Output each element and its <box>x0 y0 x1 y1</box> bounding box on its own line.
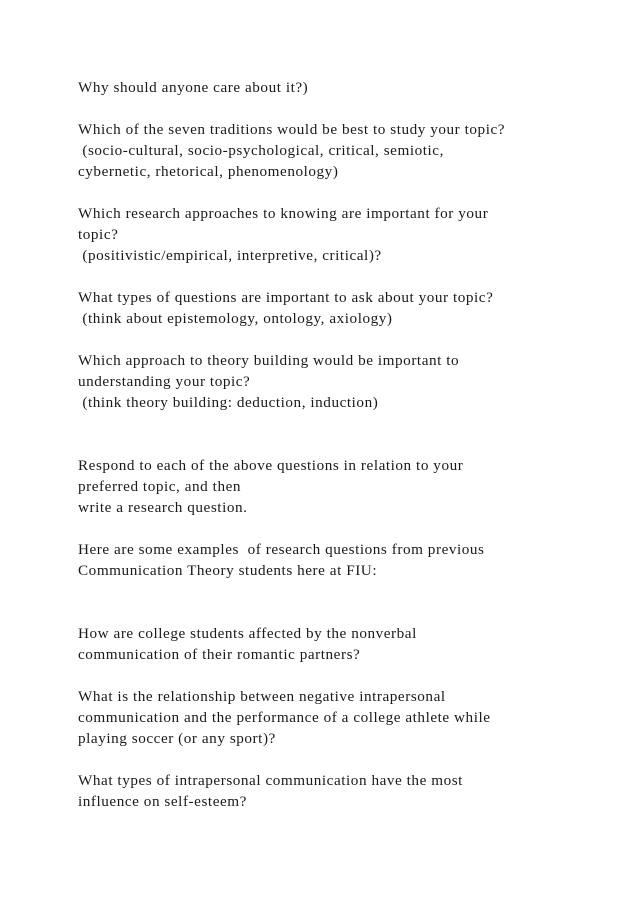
text-line: (think theory building: deduction, induction) <box>78 394 379 411</box>
paragraph-seven-traditions <box>78 119 618 182</box>
text-line: Which of the seven traditions would be best to study your topic? <box>78 121 506 138</box>
text-line: preferred topic, and then <box>78 478 242 495</box>
paragraph-example-nonverbal <box>78 623 618 665</box>
text-line: Here are some examples of research questions from previous <box>78 541 485 558</box>
paragraph-types-of-questions <box>78 287 618 329</box>
text-line: (think about epistemology, ontology, axiology) <box>78 310 393 327</box>
text-line: communication and the performance of a college athlete while <box>78 709 491 726</box>
text-line: (positivistic/empirical, interpretive, critical)? <box>78 247 382 264</box>
text-line: understanding your topic? <box>78 373 251 390</box>
text-line: Communication Theory students here at FIU: <box>78 562 378 579</box>
text-line: write a research question. <box>78 499 248 516</box>
paragraph-theory-building <box>78 350 618 413</box>
text-line: Why should anyone care about it?) <box>78 79 309 96</box>
text-line: What types of intrapersonal communication have the most <box>78 772 463 789</box>
paragraph-research-approaches <box>78 203 618 266</box>
text-line: (socio-cultural, socio-psychological, critical, semiotic, <box>78 142 444 159</box>
text-line: Respond to each of the above questions in relation to your <box>78 457 464 474</box>
paragraph-respond-instructions <box>78 455 618 518</box>
paragraph-example-self-esteem <box>78 770 618 812</box>
text-line: cybernetic, rhetorical, phenomenology) <box>78 163 339 180</box>
text-line: Which approach to theory building would be important to <box>78 352 460 369</box>
text-line: Which research approaches to knowing are important for your <box>78 205 489 222</box>
text-line: communication of their romantic partners? <box>78 646 361 663</box>
paragraph-example-athlete <box>78 686 618 749</box>
document-body <box>78 77 618 833</box>
text-line: influence on self-esteem? <box>78 793 247 810</box>
text-line: How are college students affected by the nonverbal <box>78 625 417 642</box>
paragraph-why-care <box>78 77 618 98</box>
text-line: What types of questions are important to ask about your topic? <box>78 289 494 306</box>
text-line: What is the relationship between negative intrapersonal <box>78 688 446 705</box>
text-line: playing soccer (or any sport)? <box>78 730 276 747</box>
paragraph-examples-intro <box>78 539 618 581</box>
text-line: topic? <box>78 226 119 243</box>
